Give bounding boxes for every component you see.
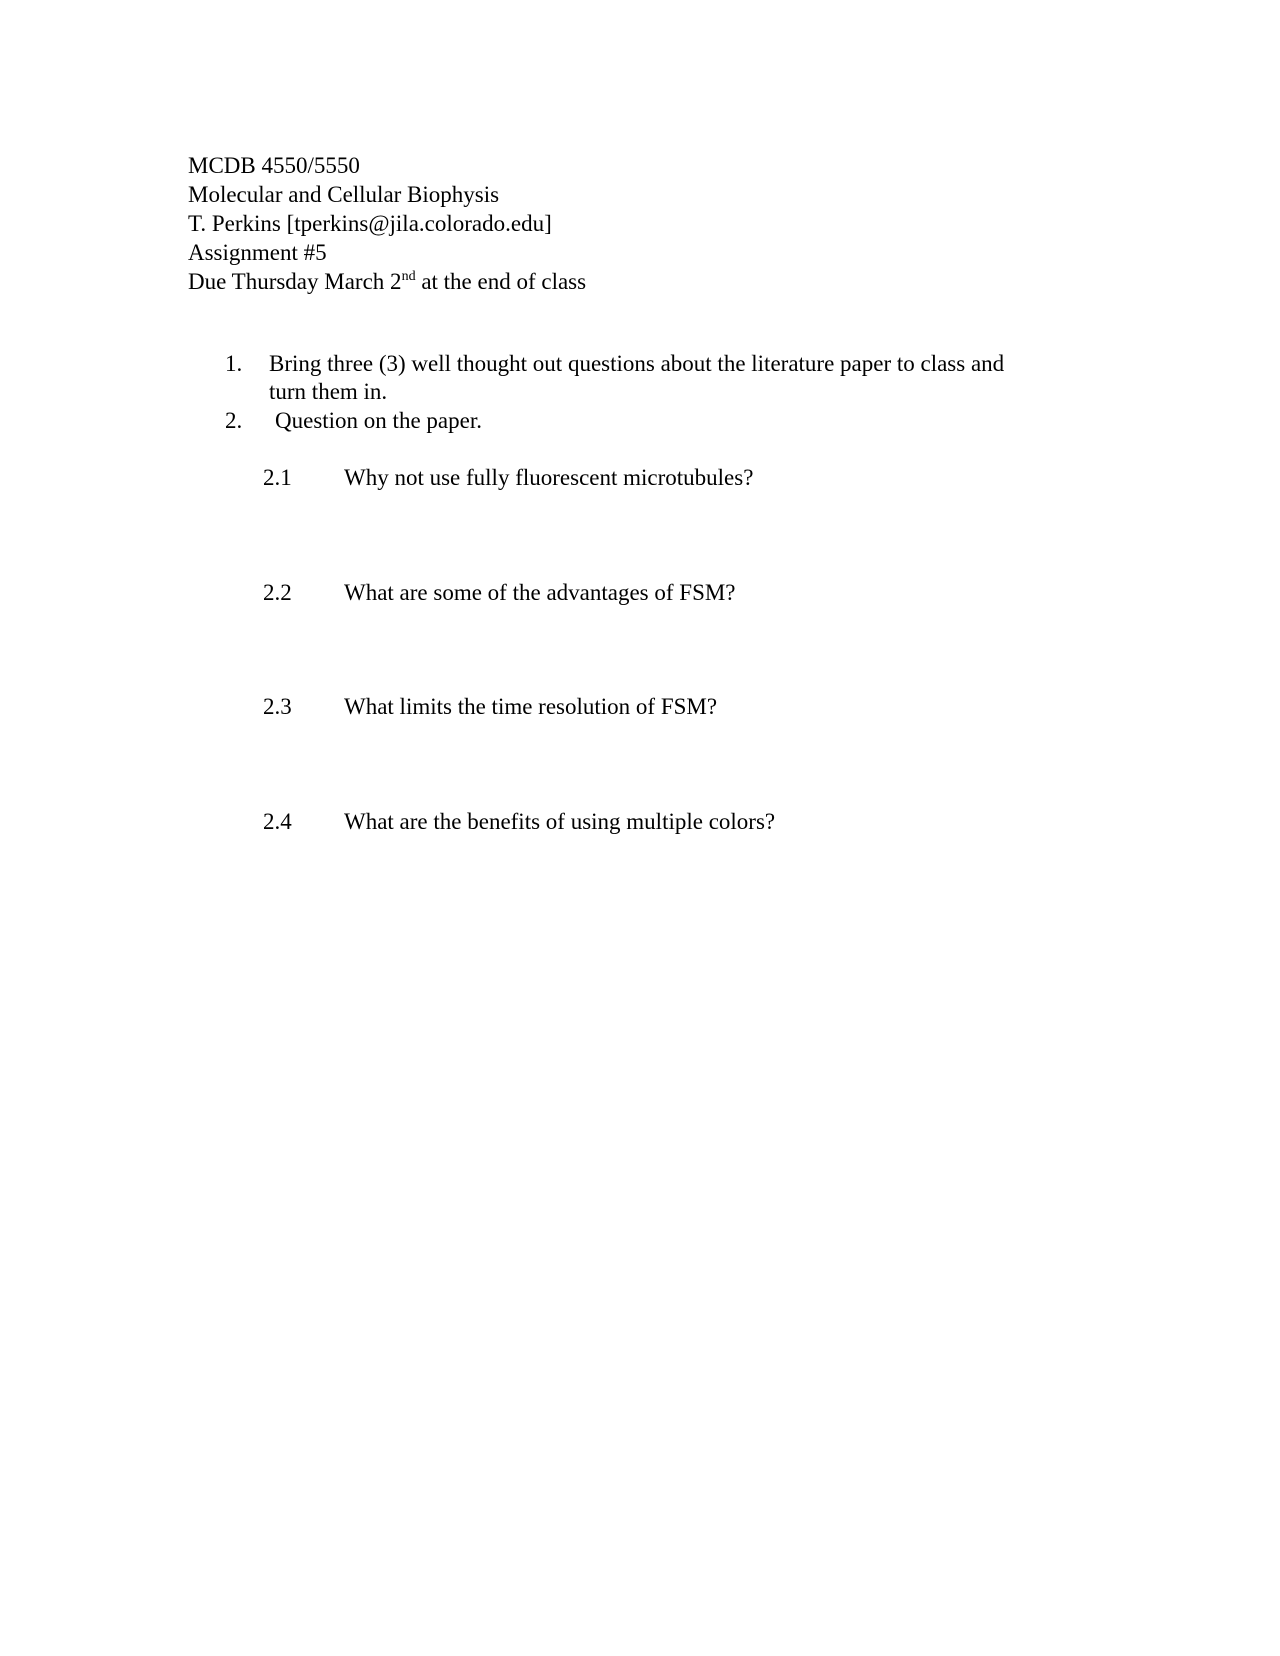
question-text: Why not use fully fluorescent microtubules? [344, 465, 754, 490]
course-title: Molecular and Cellular Biophysis [188, 182, 500, 207]
question-number: 2.4 [263, 809, 292, 834]
document-header [188, 151, 586, 296]
instructor-line: T. Perkins [tperkins@jila.colorado.edu] [188, 211, 552, 236]
question-number: 2.2 [263, 580, 292, 605]
question-number: 2.1 [263, 465, 292, 490]
due-date-line [188, 267, 586, 296]
due-date-suffix: at the end of class [415, 269, 587, 294]
question-number: 2.3 [263, 694, 292, 719]
list-item-number: 2. [225, 408, 243, 433]
question-text: What are some of the advantages of FSM? [344, 580, 736, 605]
due-date-prefix: Due Thursday March 2 [188, 269, 402, 294]
list-item-text-line: Bring three (3) well thought out questions about the literature paper to class and [269, 351, 1005, 376]
list-item-number: 1. [225, 351, 243, 376]
due-date-superscript: nd [401, 269, 416, 284]
question-text: What are the benefits of using multiple colors? [344, 809, 776, 834]
list-item-text-line: Question on the paper. [275, 408, 482, 433]
assignment-title: Assignment #5 [188, 240, 327, 265]
list-item-text-line: turn them in. [269, 379, 388, 404]
course-code: MCDB 4550/5550 [188, 153, 360, 178]
question-text: What limits the time resolution of FSM? [344, 694, 718, 719]
